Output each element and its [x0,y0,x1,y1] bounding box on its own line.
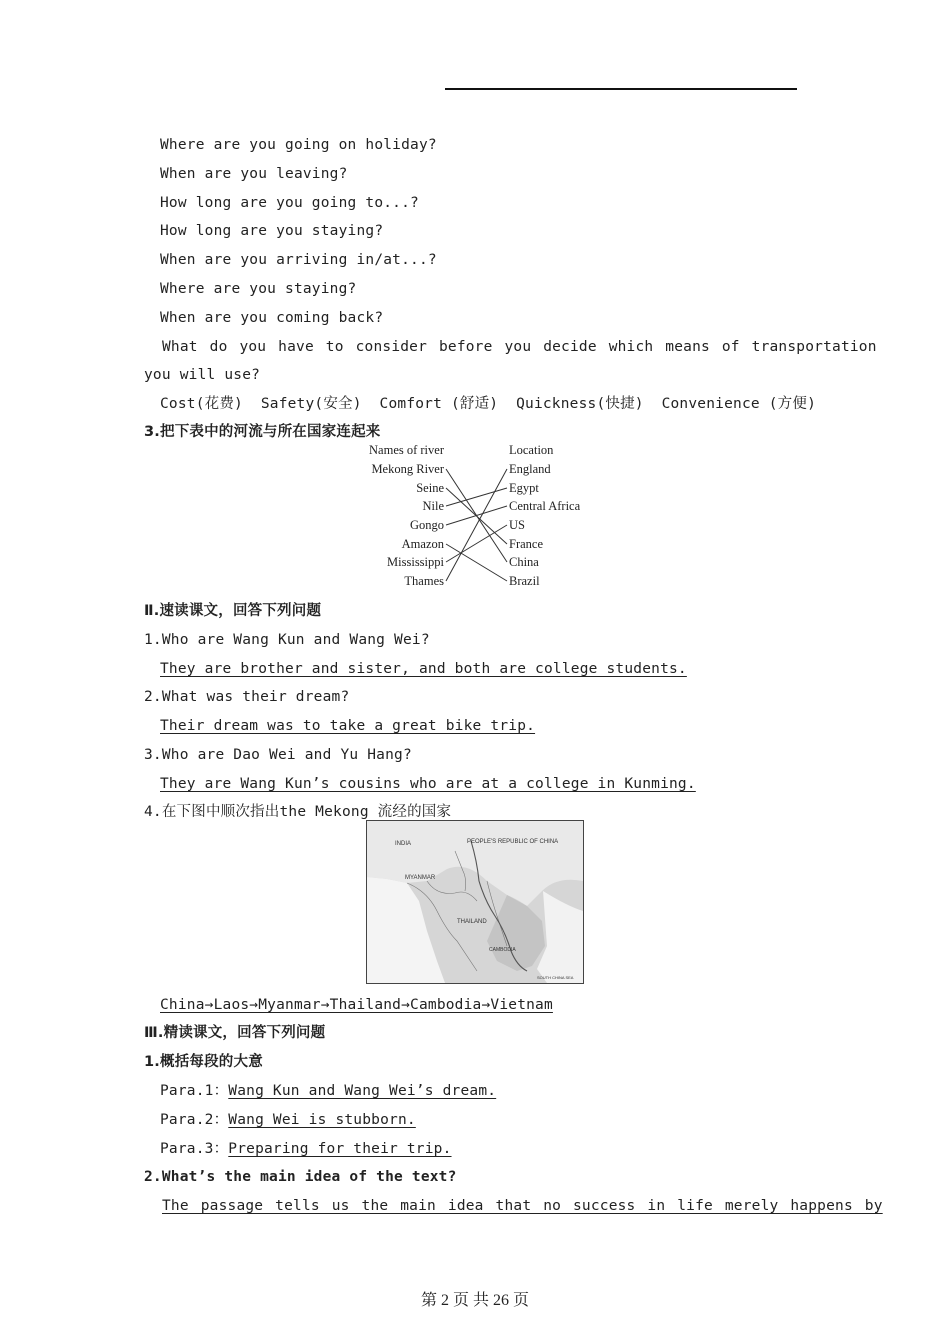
match-line [446,469,507,581]
answer: They are Wang Kun’s cousins who are at a college in Kunming. [160,776,696,792]
question: 3.Who are Dao Wei and Yu Hang? [144,747,412,763]
river-label: Gongo [409,518,444,532]
factors-line: Cost(花费) Safety(安全) Comfort (舒适) Quickness(快捷) Convenience (方便) [160,396,816,412]
question: 2.What was their dream? [144,689,350,705]
location-label: Brazil [509,574,540,588]
location-label: China [509,555,539,569]
river-label: Mississippi [387,555,444,569]
map-label-china: PEOPLE'S REPUBLIC OF CHINA [467,839,559,845]
question: 4.在下图中顺次指出the Mekong 流经的国家 [144,804,452,820]
mekong-map-image [366,820,584,984]
question-line: When are you coming back? [160,310,384,326]
map-label-myanmar: MYANMAR [405,875,436,881]
river-label: Seine [416,481,444,495]
page-footer: 第 2 页 共 26 页 [420,1292,529,1309]
para-label: Para.2： [160,1112,229,1128]
answer: Their dream was to take a great bike trip. [160,718,536,734]
question-line: When are you leaving? [160,166,348,182]
match-line [446,506,507,525]
question-line: Where are you going on holiday? [160,137,437,153]
matching-lines [360,440,600,590]
consider-question: What do you have to consider before you decide which means of transportation [162,339,877,355]
river-label: Nile [422,499,444,513]
para-summary [160,1081,496,1101]
para-label: Para.3： [160,1141,229,1157]
answer: They are brother and sister, and both are college students. [160,661,687,677]
section-title: Ⅲ.精读课文，回答下列问题 [144,1025,326,1041]
location-label: US [509,518,525,532]
para-summary [160,1139,452,1159]
location-label: France [509,537,544,551]
river-label: Amazon [401,537,444,551]
river-label: Thames [404,574,444,588]
section-title: Ⅱ.速读课文，回答下列问题 [144,603,322,619]
para-summary [160,1110,416,1130]
rivers-header: Names of river [369,443,444,457]
para-answer: Preparing for their trip. [228,1141,452,1157]
match-line [446,544,507,581]
para-answer: Wang Wei is stubborn. [228,1112,416,1128]
para-label: Para.1： [160,1083,229,1099]
para-answer: Wang Kun and Wang Wei’s dream. [228,1083,497,1099]
subsection-title: 1.概括每段的大意 [144,1054,263,1070]
question: 1.Who are Wang Kun and Wang Wei? [144,632,430,648]
answer: The passage tells us the main idea that no success in life merely happens by [162,1198,883,1214]
map-label-india: INDIA [395,841,412,847]
location-label: Central Africa [509,499,581,513]
river-label: Mekong River [371,462,444,476]
answer: China→Laos→Myanmar→Thailand→Cambodia→Vietnam [160,997,553,1013]
match-line [446,525,507,562]
location-label: England [509,462,551,476]
header-rule [445,88,797,90]
map-label-sea: SOUTH CHINA SEA [537,975,574,980]
location-label: Egypt [509,481,539,495]
consider-question-cont: you will use? [144,367,261,383]
location-header: Location [509,443,554,457]
map-label-cambodia: CAMBODIA [489,947,516,953]
map-drawing [367,821,583,983]
question-line: Where are you staying? [160,281,357,297]
section-title: 3.把下表中的河流与所在国家连起来 [144,424,381,440]
question-line: How long are you going to...? [160,195,419,211]
subsection-title: 2.What’s the main idea of the text? [144,1169,457,1185]
question-line: How long are you staying? [160,223,384,239]
question-line: When are you arriving in/at...? [160,252,437,268]
map-label-thailand: THAILAND [457,919,487,925]
river-matching-diagram [360,440,600,590]
